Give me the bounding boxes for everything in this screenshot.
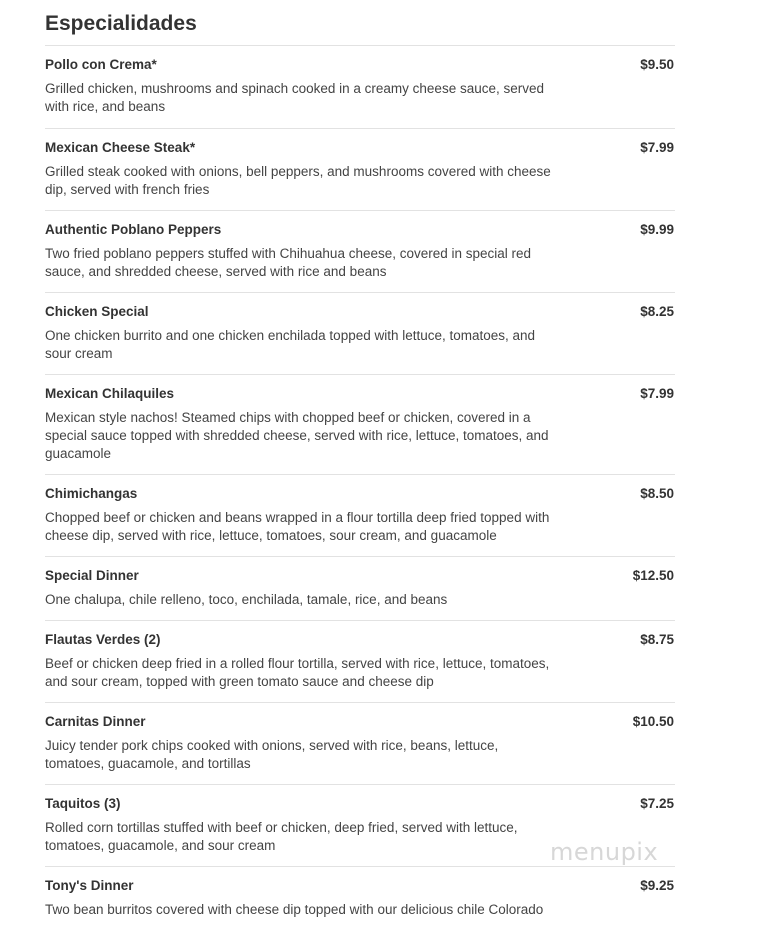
menu-item <box>45 210 675 292</box>
item-price: $7.25 <box>640 796 674 811</box>
item-name: Flautas Verdes (2) <box>45 632 161 647</box>
item-price: $7.99 <box>640 140 674 155</box>
item-description: Rolled corn tortillas stuffed with beef or chicken, deep fried, served with lettuce, tomatoes, guacamole, and sour cream <box>45 820 518 853</box>
item-price: $10.50 <box>632 714 674 729</box>
menu-item <box>45 620 675 702</box>
item-price: $9.99 <box>640 222 674 237</box>
item-description: Chopped beef or chicken and beans wrapped in a flour tortilla deep fried topped with cheese dip, served with rice, lettuce, tomatoes, sour cream, and guacamole <box>45 510 550 543</box>
menu-section <box>45 10 675 939</box>
section-title: Especialidades <box>45 12 197 35</box>
menu-item <box>45 866 675 939</box>
item-description: Grilled steak cooked with onions, bell peppers, and mushrooms covered with cheese dip, served with french fries <box>45 164 551 197</box>
item-description: Mexican style nachos! Steamed chips with chopped beef or chicken, covered in a special sauce topped with shredded cheese, served with rice, lettuce, tomatoes, and guacamole <box>45 410 549 461</box>
item-price: $8.50 <box>640 486 674 501</box>
item-name: Carnitas Dinner <box>45 714 146 729</box>
menu-item <box>45 45 675 128</box>
menu-item <box>45 702 675 784</box>
item-description: Two bean burritos covered with cheese dip topped with our delicious chile Colorado <box>45 902 544 917</box>
item-description: One chicken burrito and one chicken enchilada topped with lettuce, tomatoes, and sour cream <box>45 328 536 361</box>
item-name: Taquitos (3) <box>45 796 121 811</box>
item-description: Grilled chicken, mushrooms and spinach cooked in a creamy cheese sauce, served with rice, and beans <box>45 81 544 114</box>
item-name: Authentic Poblano Peppers <box>45 222 222 237</box>
item-description: Two fried poblano peppers stuffed with Chihuahua cheese, covered in special red sauce, and shredded cheese, served with rice and beans <box>45 246 532 279</box>
item-name: Mexican Chilaquiles <box>45 386 175 401</box>
item-description: Beef or chicken deep fried in a rolled flour tortilla, served with rice, lettuce, tomatoes, and sour cream, topped with green tomato sauce and cheese dip <box>45 656 550 689</box>
item-price: $12.50 <box>632 568 674 583</box>
item-name: Special Dinner <box>45 568 139 583</box>
item-name: Tony's Dinner <box>45 878 134 893</box>
menu-item <box>45 128 675 210</box>
item-price: $9.50 <box>640 57 674 72</box>
item-description: Juicy tender pork chips cooked with onions, served with rice, beans, lettuce, tomatoes, guacamole, and tortillas <box>45 738 499 771</box>
item-price: $7.99 <box>640 386 674 401</box>
item-name: Mexican Cheese Steak* <box>45 140 196 155</box>
watermark-logo: menupix <box>550 838 659 866</box>
item-name: Pollo con Crema* <box>45 57 157 72</box>
item-name: Chicken Special <box>45 304 149 319</box>
menu-item <box>45 292 675 374</box>
menu-item <box>45 474 675 556</box>
item-price: $8.25 <box>640 304 674 319</box>
menu-item <box>45 374 675 474</box>
menu-item <box>45 556 675 620</box>
item-description: One chalupa, chile relleno, toco, enchilada, tamale, rice, and beans <box>45 592 448 607</box>
item-price: $8.75 <box>640 632 674 647</box>
item-name: Chimichangas <box>45 486 138 501</box>
item-price: $9.25 <box>640 878 674 893</box>
